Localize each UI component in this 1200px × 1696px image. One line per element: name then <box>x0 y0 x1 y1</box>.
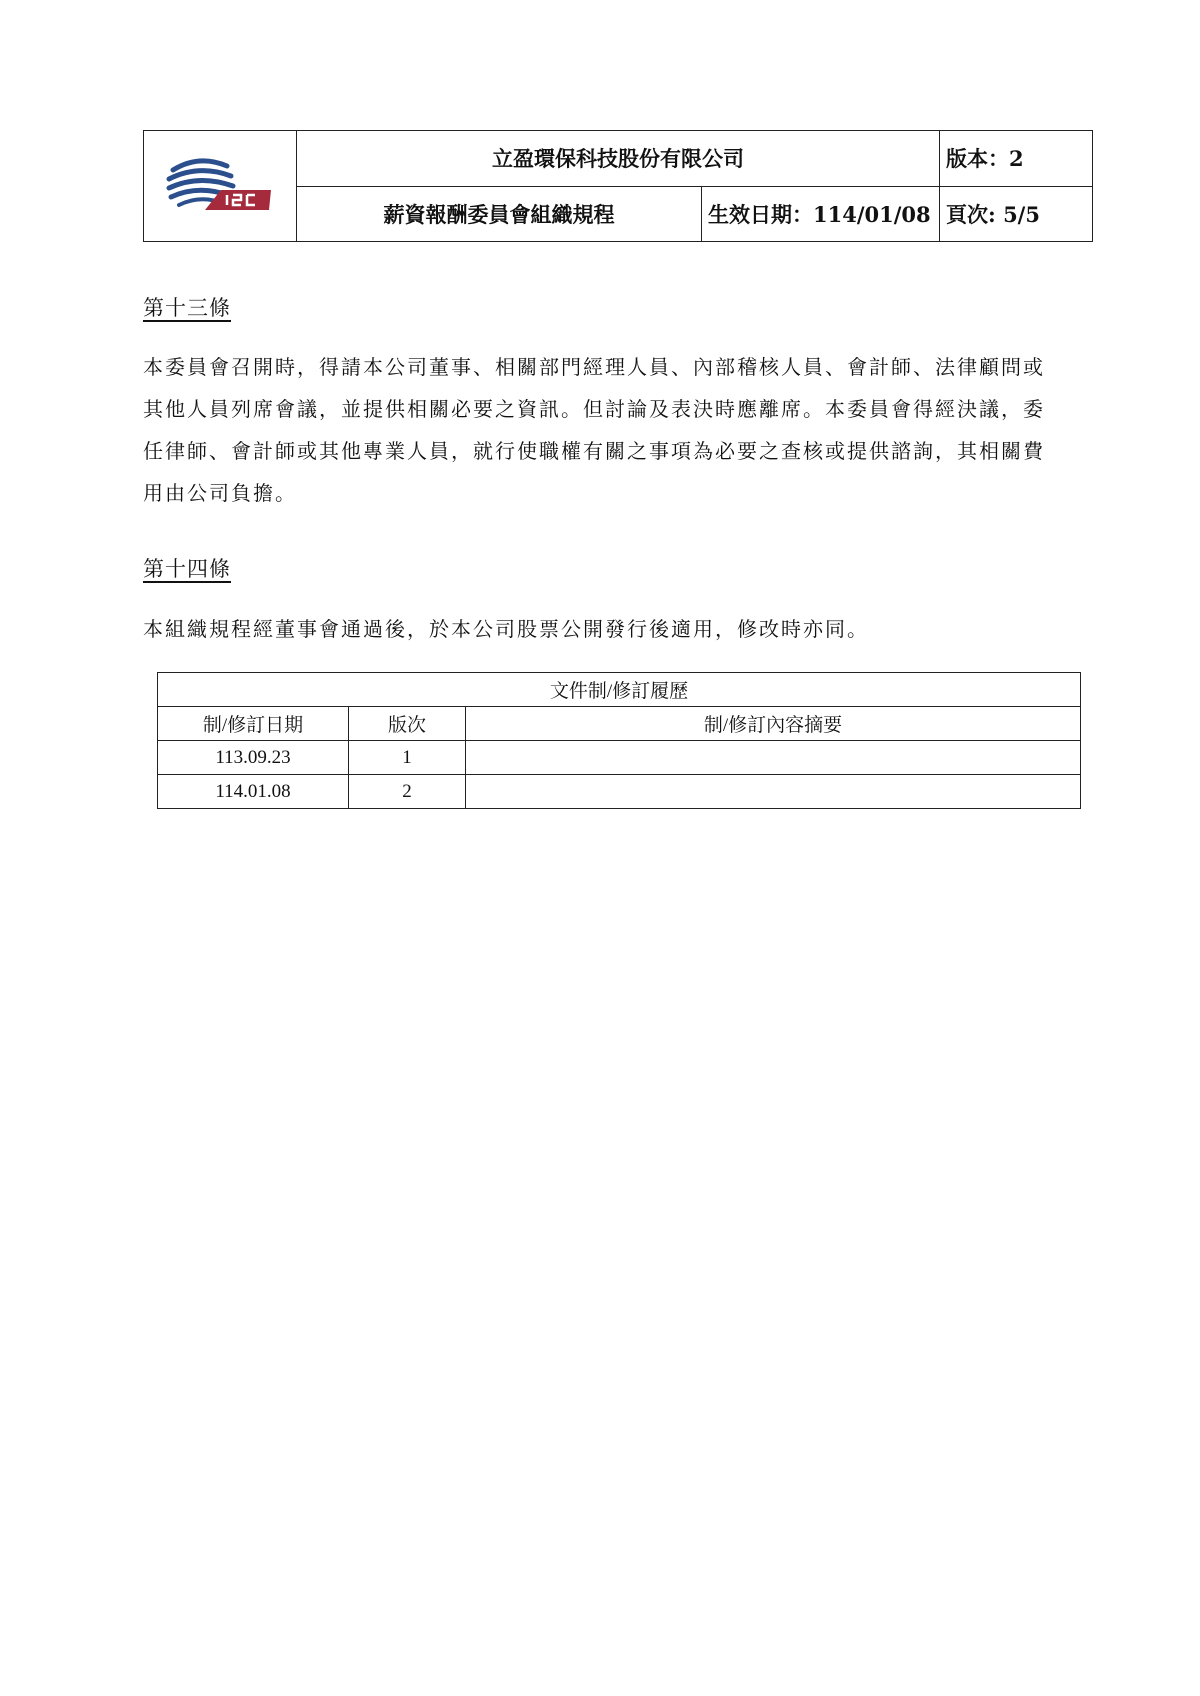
revision-date: 114.01.08 <box>158 775 349 809</box>
page-number: 頁次: 5/5 <box>940 186 1093 242</box>
document-title: 薪資報酬委員會組織規程 <box>297 186 702 242</box>
table-row <box>158 775 1081 809</box>
column-header: 制/修訂內容摘要 <box>466 707 1081 741</box>
body-line: 任律師、會計師或其他專業人員，就行使職權有關之事項為必要之查核或提供諮詢，其相關費 <box>143 439 1045 463</box>
table-row <box>158 741 1081 775</box>
article-body <box>143 608 1073 650</box>
version-cell: 版本：2 <box>940 131 1093 187</box>
revision-version: 1 <box>349 741 466 775</box>
revision-summary <box>466 775 1081 809</box>
logo-cell <box>144 131 297 242</box>
body-line: 本組織規程經董事會通過後，於本公司股票公開發行後適用，修改時亦同。 <box>143 617 869 641</box>
company-logo-icon <box>165 152 275 216</box>
company-name: 立盈環保科技股份有限公司 <box>297 131 940 187</box>
revision-summary <box>466 741 1081 775</box>
body-line: 本委員會召開時，得請本公司董事、相關部門經理人員、內部稽核人員、會計師、法律顧問或 <box>143 355 1045 379</box>
article-title: 第十四條 <box>143 557 231 581</box>
body-line: 用由公司負擔。 <box>143 481 297 505</box>
column-header: 版次 <box>349 707 466 741</box>
revision-history-table <box>157 672 1081 809</box>
article-title: 第十三條 <box>143 296 231 320</box>
column-header: 制/修訂日期 <box>158 707 349 741</box>
body-line: 其他人員列席會議，並提供相關必要之資訊。但討論及表決時應離席。本委員會得經決議，委 <box>143 397 1045 421</box>
article-body <box>143 346 1073 514</box>
revision-version: 2 <box>349 775 466 809</box>
revision-date: 113.09.23 <box>158 741 349 775</box>
document-header <box>143 130 1093 242</box>
effective-date: 生效日期：114/01/08 <box>702 186 940 242</box>
history-title: 文件制/修訂履歷 <box>158 673 1081 707</box>
